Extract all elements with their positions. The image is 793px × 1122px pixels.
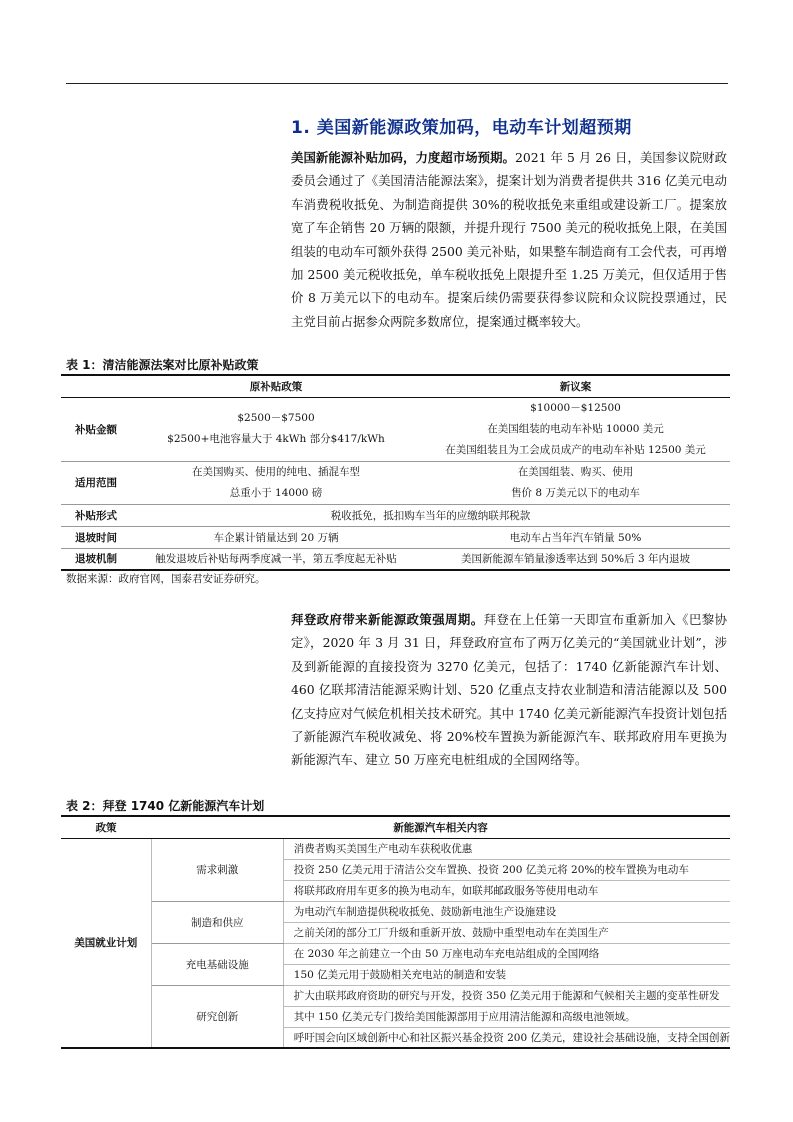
- table-row: [61, 504, 730, 526]
- content-cell: 消费者购买美国生产电动车获税收优惠: [283, 838, 730, 859]
- header-cell: 新议案: [421, 375, 730, 397]
- table1-source: 数据来源：政府官网，国泰君安证券研究。: [66, 573, 266, 585]
- section-title: 1. 美国新能源政策加码，电动车计划超预期: [291, 118, 632, 138]
- table-row: [61, 397, 730, 461]
- merged-cell: 税收抵免，抵扣购车当年的应缴纳联邦税款: [131, 504, 730, 526]
- cell-line: 在美国组装且为工会成员成产的电动车补贴 12500 美元: [445, 443, 706, 456]
- category-cell: 需求刺激: [151, 838, 283, 901]
- row-label: 适用范围: [61, 461, 131, 504]
- new-policy-cell: 电动车占当年汽车销量 50%: [421, 526, 730, 548]
- cell-line: 在美国组装的电动车补贴 10000 美元: [487, 422, 664, 435]
- table1-caption: 表 1：清洁能源法案对比原补贴政策: [66, 358, 259, 372]
- content-cell: 为电动汽车制造提供税收抵免、鼓励新电池生产设施建设: [283, 901, 730, 922]
- category-cell: 充电基础设施: [151, 943, 283, 985]
- row-label: 退坡机制: [75, 553, 117, 566]
- content-cell: 之前关闭的部分工厂升级和重新开放、鼓励中重型电动车在美国生产: [283, 922, 730, 943]
- cell-line: $10000－$12500: [530, 401, 621, 414]
- content-cell: 投资 250 亿美元用于清洁公交车置换、投资 200 亿美元将 20%的校车置换为电动车: [283, 859, 730, 880]
- category-cell: 研究创新: [151, 985, 283, 1048]
- row-label: 退坡时间: [61, 526, 131, 548]
- table-row: [61, 526, 730, 548]
- table-header-row: [61, 816, 730, 838]
- table-row: [61, 985, 730, 1006]
- cell-line: 在美国购买、使用的纯电、插混车型: [192, 465, 360, 478]
- row-label: 补贴形式: [61, 504, 131, 526]
- content-cell: 扩大由联邦政府资助的研究与开发，投资 350 亿美元用于能源和气候相关主题的变革性研发: [283, 985, 730, 1006]
- table-row: [61, 461, 730, 504]
- content-cell: 150 亿美元用于鼓励相关充电站的制造和安装: [283, 964, 730, 985]
- table-row: [61, 943, 730, 964]
- paragraph-subsidy: [291, 146, 727, 333]
- paragraph-body: 拜登在上任第一天即宣布重新加入《巴黎协定》，2020 年 3 月 31 日，拜登政府宣布了两万亿美元的“美国就业计划”，涉及到新能源的直接投资为 3270 亿美元，包括了：1740 亿新能源汽车计划、460 亿联邦清洁能源采购计划、520 亿重点支持农业制造和清洁能源以及 500 亿支持应对气候危机相关技术研究。其中 1740 亿美元新能源汽车投资计划包括了新能源汽车税收减免、将 20%校车置换为新能源汽车、联邦政府用车更换为新能源汽车、建立 50 万座充电桩组成的全国网络等。: [291, 612, 728, 768]
- content-cell: 其中 150 亿美元专门拨给美国能源部用于应用清洁能源和高级电池领域。: [283, 1006, 730, 1027]
- header-rule: [66, 83, 728, 84]
- cell-line: $2500+电池容量大于 4kWh 部分$417/kWh: [167, 433, 385, 445]
- new-policy-cell: 美国新能源车销量渗透率达到 50%后 3 年内退坡: [460, 553, 691, 566]
- cell-line: 总重小于 14000 磅: [229, 486, 323, 499]
- paragraph-biden: [291, 608, 727, 772]
- policy-cell: 美国就业计划: [61, 838, 151, 1048]
- old-policy-cell: [131, 397, 421, 461]
- new-policy-cell: [421, 461, 730, 504]
- header-cell: 原补贴政策: [131, 375, 421, 397]
- old-policy-cell: 触发退坡后补贴每两季度减一半，第五季度起无补贴: [155, 553, 397, 566]
- table-row: [61, 548, 730, 570]
- header-cell: [61, 375, 131, 397]
- new-policy-cell: [421, 397, 730, 461]
- table-header-row: [61, 375, 730, 397]
- cell-line: $2500－$7500: [237, 412, 315, 424]
- paragraph-lead: 拜登政府带来新能源政策强周期。: [291, 612, 484, 627]
- table-row: [61, 901, 730, 922]
- content-cell: 在 2030 年之前建立一个由 50 万座电动车充电站组成的全国网络: [283, 943, 730, 964]
- paragraph-lead: 美国新能源补贴加码，力度超市场预期。: [291, 150, 516, 165]
- row-label: 补贴金额: [61, 397, 131, 461]
- content-cell: 将联邦政府用车更多的换为电动车，如联邦邮政服务等使用电动车: [283, 880, 730, 901]
- header-cell: 新能源汽车相关内容: [151, 816, 730, 838]
- table-ev-plan: [61, 815, 730, 1049]
- header-cell: 政策: [61, 816, 151, 838]
- table-policy-comparison: [61, 374, 730, 571]
- cell-line: 售价 8 万美元以下的电动车: [511, 486, 640, 499]
- paragraph-body: 2021 年 5 月 26 日，美国参议院财政委员会通过了《美国清洁能源法案》，提案计划为消费者提供共 316 亿美元电动车消费税收抵免、为制造商提供 30%的税收抵免来重组或建设新工厂。提案放宽了车企销售 20 万辆的限额，并提升现行 7500 美元的税收抵免上限，在美国组装的电动车可额外获得 2500 美元补贴，如果整车制造商有工会代表，可再增加 2500 美元税收抵免，单车税收抵免上限提升至 1.25 万美元，但仅适用于售价 8 万美元以下的电动车。提案后续仍需要获得参议院和众议院投票通过，民主党目前占据参众两院多数席位，提案通过概率较大。: [291, 150, 727, 329]
- category-cell: 制造和供应: [151, 901, 283, 943]
- old-policy-cell: [131, 461, 421, 504]
- cell-line: 在美国组装、购买、使用: [517, 465, 634, 478]
- table-row: [61, 838, 730, 859]
- table2-caption: 表 2：拜登 1740 亿新能源汽车计划: [66, 799, 265, 813]
- old-policy-cell: 车企累计销量达到 20 万辆: [131, 526, 421, 548]
- content-cell: 呼吁国会向区域创新中心和社区振兴基金投资 200 亿美元，建设社会基础设施，支持全国创新: [293, 1031, 730, 1044]
